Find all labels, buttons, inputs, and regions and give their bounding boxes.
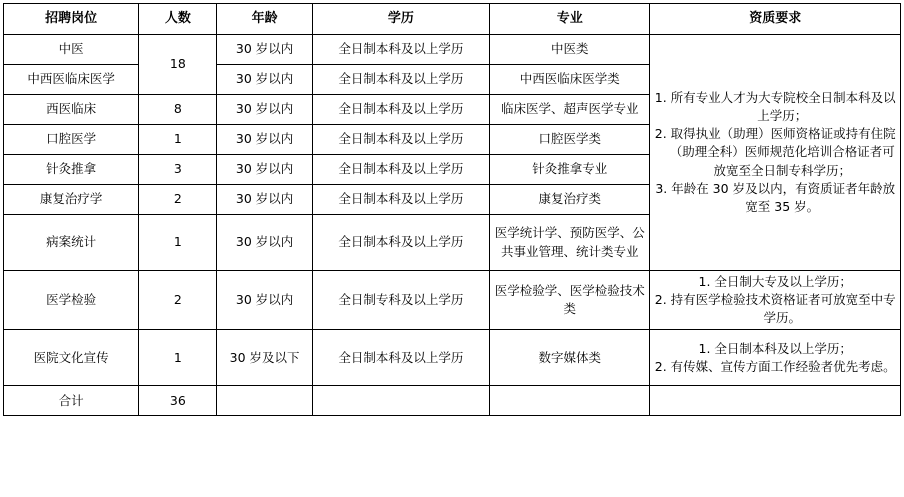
cell-total-count: 36: [139, 386, 217, 416]
cell-count: 1: [139, 330, 217, 386]
cell-post: 病案统计: [4, 215, 139, 271]
cell-total-label: 合计: [4, 386, 139, 416]
cell-count: 1: [139, 125, 217, 155]
table-header-row: [4, 4, 901, 35]
cell-qualification-main: [650, 35, 901, 271]
cell-count: 18: [139, 35, 217, 95]
cell-age: 30 岁以内: [217, 271, 312, 330]
qualification-line: 1. 全日制大专及以上学历；: [698, 274, 852, 289]
cell-post: 口腔医学: [4, 125, 139, 155]
cell-post: 中医: [4, 35, 139, 65]
cell-age: 30 岁以内: [217, 95, 312, 125]
cell-age: 30 岁以内: [217, 65, 312, 95]
cell-count: 1: [139, 215, 217, 271]
qualification-line: 2. 有传媒、宣传方面工作经验者优先考虑。: [654, 358, 896, 374]
cell-age: 30 岁以内: [217, 125, 312, 155]
cell-total-age: [217, 386, 312, 416]
cell-total-major: [490, 386, 650, 416]
cell-post: 西医临床: [4, 95, 139, 125]
cell-education: 全日制本科及以上学历: [312, 35, 489, 65]
table-row: [4, 271, 901, 330]
cell-major: 口腔医学类: [490, 125, 650, 155]
cell-post: 康复治疗学: [4, 185, 139, 215]
cell-post: 医学检验: [4, 271, 139, 330]
cell-count: 2: [139, 271, 217, 330]
cell-education: 全日制本科及以上学历: [312, 330, 489, 386]
cell-major: 临床医学、超声医学专业: [490, 95, 650, 125]
cell-age: 30 岁以内: [217, 155, 312, 185]
qualification-line: 2. 持有医学检验技术资格证者可放宽至中专学历。: [654, 292, 896, 326]
cell-education: 全日制本科及以上学历: [312, 215, 489, 271]
table-total-row: [4, 386, 901, 416]
column-header-age: 年龄: [217, 4, 312, 35]
column-header-post: 招聘岗位: [4, 4, 139, 35]
cell-major: 中西医临床医学类: [490, 65, 650, 95]
cell-age: 30 岁以内: [217, 185, 312, 215]
cell-education: 全日制本科及以上学历: [312, 185, 489, 215]
cell-major: 医学检验学、医学检验技术类: [490, 271, 650, 330]
qualification-line: 1. 全日制本科及以上学历；: [698, 340, 852, 356]
cell-major: 数字媒体类: [490, 330, 650, 386]
cell-count: 2: [139, 185, 217, 215]
column-header-count: 人数: [139, 4, 217, 35]
cell-major: 康复治疗类: [490, 185, 650, 215]
cell-education: 全日制本科及以上学历: [312, 65, 489, 95]
cell-count: 3: [139, 155, 217, 185]
cell-qualification-media: [650, 330, 901, 386]
cell-education: 全日制本科及以上学历: [312, 155, 489, 185]
cell-total-education: [312, 386, 489, 416]
cell-post: 中西医临床医学: [4, 65, 139, 95]
cell-major: 针灸推拿专业: [490, 155, 650, 185]
column-header-qualification: 资质要求: [650, 4, 901, 35]
cell-education: 全日制专科及以上学历: [312, 271, 489, 330]
cell-age: 30 岁以内: [217, 35, 312, 65]
cell-age: 30 岁以内: [217, 215, 312, 271]
cell-major: 医学统计学、预防医学、公共事业管理、统计类专业: [490, 215, 650, 271]
cell-count: 8: [139, 95, 217, 125]
cell-major: 中医类: [490, 35, 650, 65]
qualification-line: 2. 取得执业（助理）医师资格证或持有住院（助理全科）医师规范化培训合格证者可放宽至全日制专科学历；: [654, 126, 896, 178]
cell-education: 全日制本科及以上学历: [312, 95, 489, 125]
column-header-education: 学历: [312, 4, 489, 35]
qualification-line: 3. 年龄在 30 岁及以内，有资质证者年龄放宽至 35 岁。: [655, 180, 896, 214]
qualification-line: 1. 所有专业人才为大专院校全日制本科及以上学历；: [654, 90, 896, 124]
cell-post: 针灸推拿: [4, 155, 139, 185]
column-header-major: 专业: [490, 4, 650, 35]
recruitment-table: [3, 3, 901, 416]
cell-qualification-lab: [650, 271, 901, 330]
cell-post: 医院文化宣传: [4, 330, 139, 386]
cell-education: 全日制本科及以上学历: [312, 125, 489, 155]
table-row: [4, 35, 901, 65]
cell-total-qualification: [650, 386, 901, 416]
cell-age: 30 岁及以下: [217, 330, 312, 386]
table-row: [4, 330, 901, 386]
